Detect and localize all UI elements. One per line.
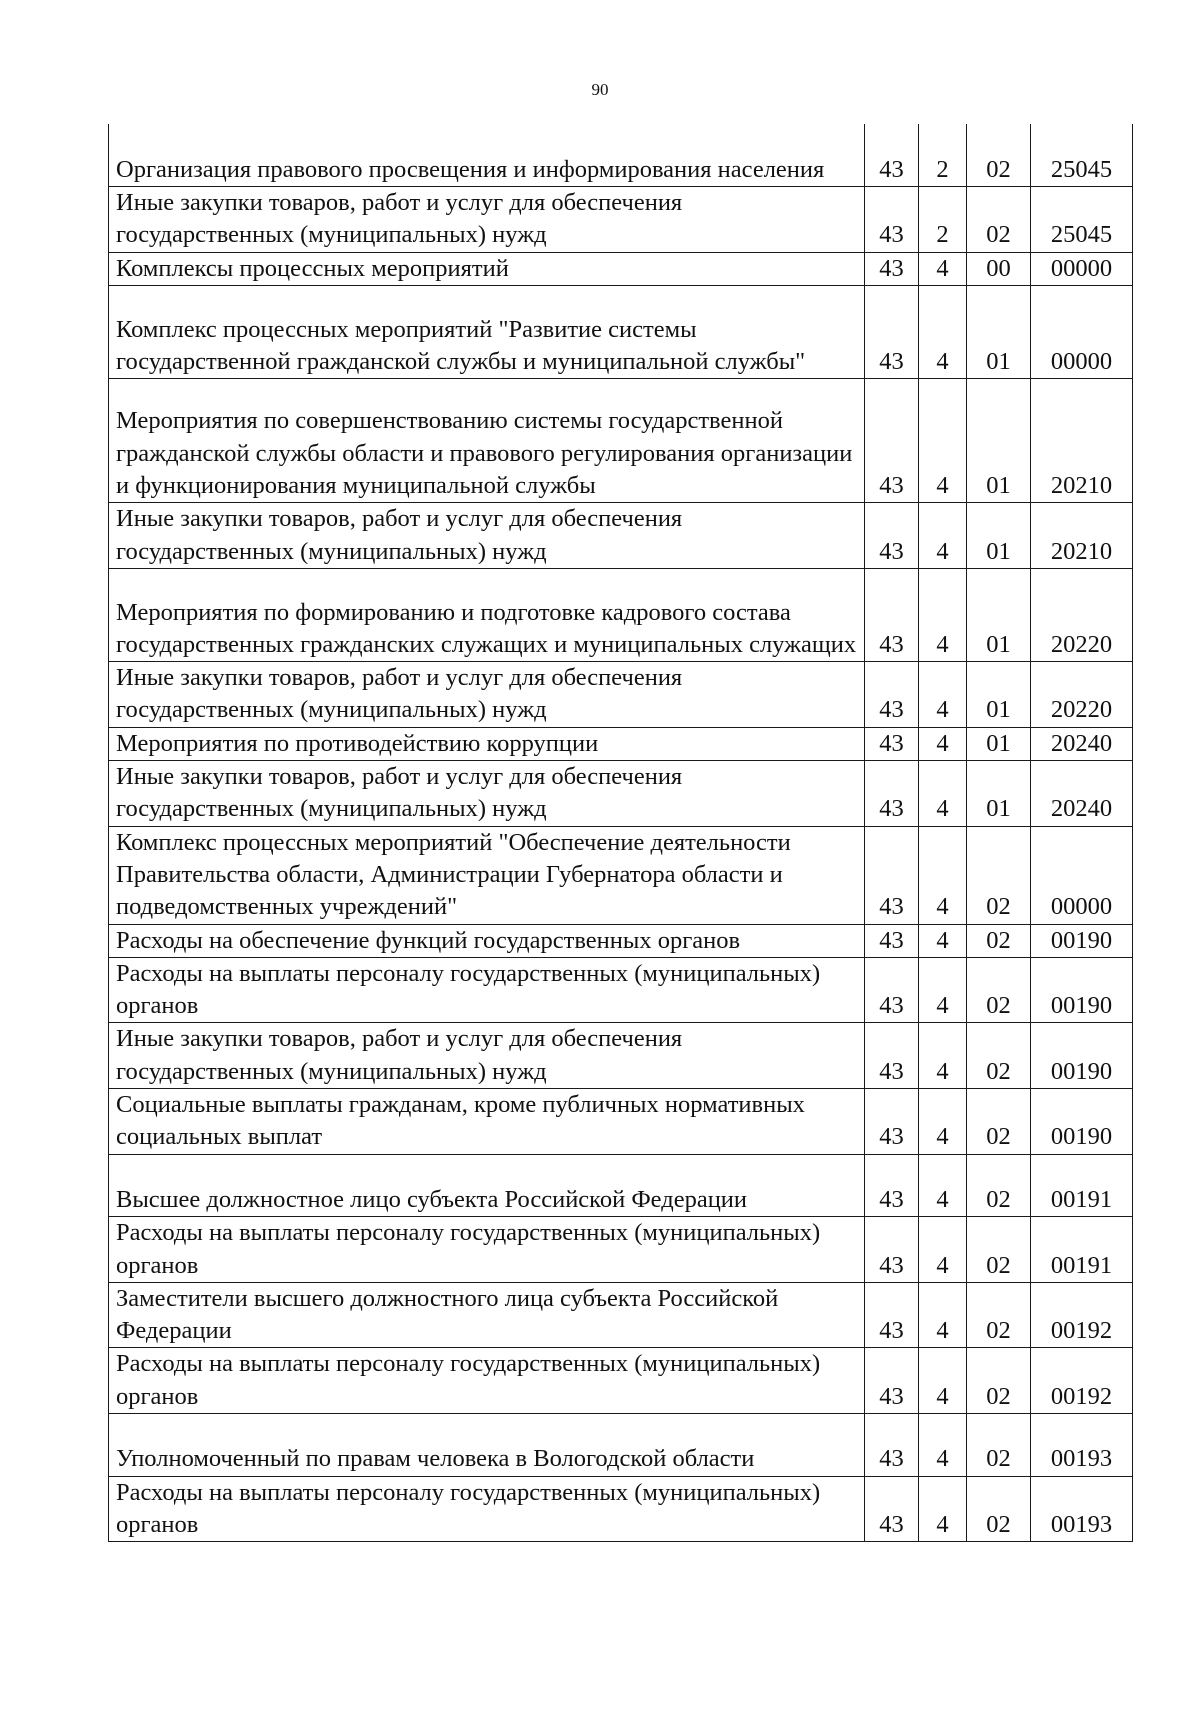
- row-code-3-cell: 02: [967, 957, 1031, 1023]
- row-code-4-cell: 25045: [1031, 124, 1133, 187]
- row-code-3-cell: 00: [967, 252, 1031, 285]
- row-code-3-cell: 02: [967, 1023, 1031, 1089]
- row-code-3-cell: 02: [967, 826, 1031, 924]
- row-code-1-cell: 43: [865, 379, 919, 503]
- row-name-cell: Расходы на выплаты персоналу государственных (муниципальных) органов: [109, 1348, 865, 1414]
- row-code-4-cell: 00191: [1031, 1217, 1133, 1283]
- row-name-cell: Иные закупки товаров, работ и услуг для обеспечения государственных (муниципальных) нужд: [109, 503, 865, 569]
- row-name-cell: Уполномоченный по правам человека в Вологодской области: [109, 1414, 865, 1477]
- row-code-3-cell: 02: [967, 1476, 1031, 1542]
- row-code-3-cell: 02: [967, 924, 1031, 957]
- row-code-4-cell: 20210: [1031, 379, 1133, 503]
- row-code-2-cell: 4: [919, 1282, 967, 1348]
- row-code-3-cell: 02: [967, 1089, 1031, 1155]
- row-code-2-cell: 4: [919, 761, 967, 827]
- row-code-3-cell: 02: [967, 1348, 1031, 1414]
- row-name-cell: Расходы на выплаты персоналу государственных (муниципальных) органов: [109, 957, 865, 1023]
- row-code-1-cell: 43: [865, 1348, 919, 1414]
- row-name-cell: Мероприятия по противодействию коррупции: [109, 727, 865, 760]
- table-row: [109, 957, 1133, 1023]
- row-code-3-cell: 01: [967, 568, 1031, 661]
- row-code-4-cell: 00190: [1031, 1089, 1133, 1155]
- row-code-1-cell: 43: [865, 286, 919, 379]
- row-code-1-cell: 43: [865, 503, 919, 569]
- row-code-3-cell: 02: [967, 1154, 1031, 1217]
- table-row: [109, 379, 1133, 503]
- row-name-cell: Иные закупки товаров, работ и услуг для обеспечения государственных (муниципальных) нужд: [109, 761, 865, 827]
- row-code-1-cell: 43: [865, 826, 919, 924]
- table-row: [109, 1476, 1133, 1542]
- row-code-2-cell: 4: [919, 1476, 967, 1542]
- row-code-2-cell: 2: [919, 187, 967, 253]
- row-name-cell: Иные закупки товаров, работ и услуг для обеспечения государственных (муниципальных) нужд: [109, 662, 865, 728]
- row-name-cell: Мероприятия по совершенствованию системы государственной гражданской службы области и правового регулирования организации и функционирования муниципальной службы: [109, 379, 865, 503]
- row-name-cell: Расходы на выплаты персоналу государственных (муниципальных) органов: [109, 1476, 865, 1542]
- row-code-2-cell: 4: [919, 286, 967, 379]
- row-code-1-cell: 43: [865, 1154, 919, 1217]
- row-name-cell: Заместители высшего должностного лица субъекта Российской Федерации: [109, 1282, 865, 1348]
- row-code-3-cell: 01: [967, 727, 1031, 760]
- row-code-3-cell: 02: [967, 1217, 1031, 1283]
- row-code-3-cell: 02: [967, 1282, 1031, 1348]
- row-code-2-cell: 4: [919, 924, 967, 957]
- table-row: [109, 503, 1133, 569]
- row-code-2-cell: 4: [919, 1217, 967, 1283]
- row-code-2-cell: 4: [919, 568, 967, 661]
- row-code-4-cell: 00193: [1031, 1414, 1133, 1477]
- table-row: [109, 1154, 1133, 1217]
- row-name-cell: Социальные выплаты гражданам, кроме публичных нормативных социальных выплат: [109, 1089, 865, 1155]
- table-row: [109, 1089, 1133, 1155]
- row-code-1-cell: 43: [865, 1414, 919, 1477]
- row-name-cell: Высшее должностное лицо субъекта Российской Федерации: [109, 1154, 865, 1217]
- row-code-2-cell: 4: [919, 252, 967, 285]
- row-code-2-cell: 4: [919, 957, 967, 1023]
- row-code-4-cell: 25045: [1031, 187, 1133, 253]
- row-code-2-cell: 2: [919, 124, 967, 187]
- row-code-2-cell: 4: [919, 503, 967, 569]
- table-row: [109, 662, 1133, 728]
- row-code-3-cell: 02: [967, 1414, 1031, 1477]
- row-code-1-cell: 43: [865, 924, 919, 957]
- row-code-4-cell: 00191: [1031, 1154, 1133, 1217]
- page-number: 90: [591, 80, 609, 99]
- row-name-cell: Расходы на обеспечение функций государственных органов: [109, 924, 865, 957]
- row-code-4-cell: 20210: [1031, 503, 1133, 569]
- row-code-2-cell: 4: [919, 662, 967, 728]
- row-name-cell: Комплексы процессных мероприятий: [109, 252, 865, 285]
- row-code-1-cell: 43: [865, 761, 919, 827]
- row-code-1-cell: 43: [865, 1476, 919, 1542]
- table-row: [109, 286, 1133, 379]
- row-code-2-cell: 4: [919, 1023, 967, 1089]
- row-name-cell: Мероприятия по формированию и подготовке кадрового состава государственных гражданских служащих и муниципальных служащих: [109, 568, 865, 661]
- table-row: [109, 924, 1133, 957]
- row-name-cell: Организация правового просвещения и информирования населения: [109, 124, 865, 187]
- row-code-1-cell: 43: [865, 252, 919, 285]
- row-code-3-cell: 02: [967, 187, 1031, 253]
- row-code-4-cell: 00000: [1031, 826, 1133, 924]
- row-name-cell: Расходы на выплаты персоналу государственных (муниципальных) органов: [109, 1217, 865, 1283]
- table-row: [109, 252, 1133, 285]
- row-name-cell: Иные закупки товаров, работ и услуг для обеспечения государственных (муниципальных) нужд: [109, 1023, 865, 1089]
- budget-table-body: [109, 124, 1133, 1542]
- budget-table: [108, 124, 1133, 1542]
- row-code-3-cell: 01: [967, 503, 1031, 569]
- table-row: [109, 761, 1133, 827]
- row-name-cell: Иные закупки товаров, работ и услуг для обеспечения государственных (муниципальных) нужд: [109, 187, 865, 253]
- row-code-1-cell: 43: [865, 727, 919, 760]
- row-code-1-cell: 43: [865, 957, 919, 1023]
- row-code-3-cell: 01: [967, 761, 1031, 827]
- row-code-4-cell: 00190: [1031, 957, 1133, 1023]
- row-code-4-cell: 20220: [1031, 568, 1133, 661]
- row-code-1-cell: 43: [865, 124, 919, 187]
- row-code-1-cell: 43: [865, 1089, 919, 1155]
- table-row: [109, 1282, 1133, 1348]
- row-code-4-cell: 20220: [1031, 662, 1133, 728]
- row-code-3-cell: 02: [967, 124, 1031, 187]
- row-code-4-cell: 00192: [1031, 1348, 1133, 1414]
- row-code-2-cell: 4: [919, 1089, 967, 1155]
- row-code-2-cell: 4: [919, 1348, 967, 1414]
- row-code-4-cell: 00000: [1031, 252, 1133, 285]
- row-code-4-cell: 20240: [1031, 761, 1133, 827]
- row-code-1-cell: 43: [865, 1023, 919, 1089]
- row-code-2-cell: 4: [919, 1154, 967, 1217]
- row-name-cell: Комплекс процессных мероприятий "Обеспечение деятельности Правительства области, Администрации Губернатора области и подведомственных учреждений": [109, 826, 865, 924]
- row-name-cell: Комплекс процессных мероприятий "Развитие системы государственной гражданской службы и муниципальной службы": [109, 286, 865, 379]
- table-row: [109, 568, 1133, 661]
- row-code-1-cell: 43: [865, 662, 919, 728]
- table-row: [109, 826, 1133, 924]
- row-code-4-cell: 00190: [1031, 1023, 1133, 1089]
- table-row: [109, 124, 1133, 187]
- row-code-3-cell: 01: [967, 379, 1031, 503]
- row-code-4-cell: 00192: [1031, 1282, 1133, 1348]
- row-code-1-cell: 43: [865, 568, 919, 661]
- row-code-4-cell: 20240: [1031, 727, 1133, 760]
- row-code-1-cell: 43: [865, 1217, 919, 1283]
- row-code-2-cell: 4: [919, 727, 967, 760]
- row-code-2-cell: 4: [919, 826, 967, 924]
- table-row: [109, 1023, 1133, 1089]
- row-code-4-cell: 00193: [1031, 1476, 1133, 1542]
- row-code-4-cell: 00190: [1031, 924, 1133, 957]
- row-code-2-cell: 4: [919, 1414, 967, 1477]
- row-code-1-cell: 43: [865, 1282, 919, 1348]
- row-code-3-cell: 01: [967, 286, 1031, 379]
- row-code-2-cell: 4: [919, 379, 967, 503]
- table-row: [109, 187, 1133, 253]
- row-code-1-cell: 43: [865, 187, 919, 253]
- row-code-3-cell: 01: [967, 662, 1031, 728]
- row-code-4-cell: 00000: [1031, 286, 1133, 379]
- table-row: [109, 1217, 1133, 1283]
- table-row: [109, 727, 1133, 760]
- table-row: [109, 1348, 1133, 1414]
- table-row: [109, 1414, 1133, 1477]
